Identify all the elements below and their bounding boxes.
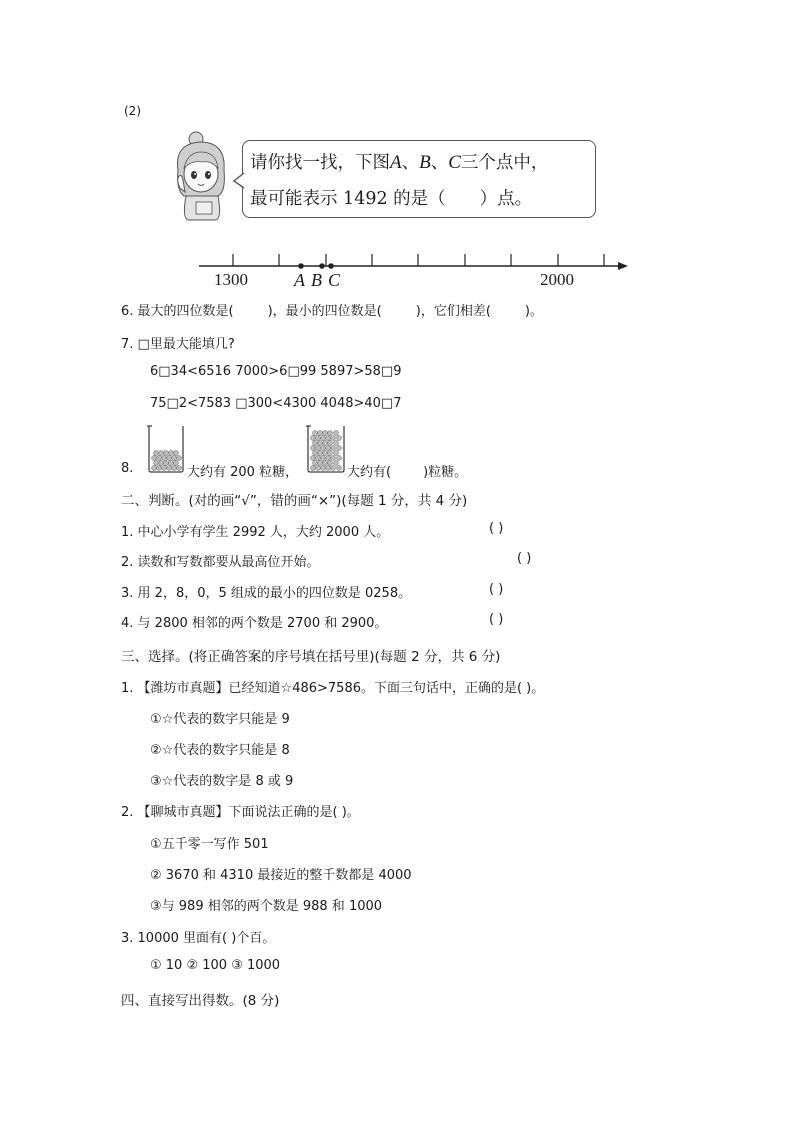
judge-item-2-answer: ( ) (517, 551, 532, 566)
bubble-line-1: 请你找一找，下图A、B、C三个点中， (250, 152, 549, 173)
start-label: 1300 (214, 270, 248, 289)
judge-item-4-answer: ( ) (489, 612, 504, 627)
choice-q2-option-3: ③与 989 相邻的两个数是 988 和 1000 (150, 899, 383, 914)
candy-jar-small-icon (146, 424, 186, 474)
point-c-label: C (448, 152, 461, 173)
question-8-number: 8. (121, 461, 134, 476)
bubble-line-2: 最可能表示 1492 的是（ ）点。 (250, 189, 533, 209)
choice-q3-stem: 3. 10000 里面有( )个百。 (121, 931, 276, 946)
question-8-part-b: 大约有( )粒糖。 (347, 465, 468, 480)
choice-q1-stem: 1. 【潍坊市真题】已经知道☆486>7586。下面三句话中，正确的是( )。 (121, 681, 545, 696)
speech-bubble (242, 140, 596, 218)
section-2-title: 二、判断。(对的画“√”，错的画“×”)(每题 1 分，共 4 分) (121, 493, 468, 509)
point-a-dot (298, 263, 304, 269)
question-7-title: 7. □里最大能填几? (121, 337, 235, 352)
point-b-label: B (419, 152, 431, 173)
choice-q1-option-3: ③☆代表的数字是 8 或 9 (150, 774, 294, 789)
choice-q1-option-1: ①☆代表的数字只能是 9 (150, 712, 290, 727)
end-label: 2000 (540, 270, 574, 289)
point-c-dot (328, 263, 334, 269)
judge-item-1-answer: ( ) (489, 521, 504, 536)
arrow-icon (618, 262, 628, 270)
question-7-row-2: 75□2<7583 □300<4300 4048>40□7 (150, 396, 402, 411)
point-b-dot (319, 263, 325, 269)
point-c-axis-label: C (328, 270, 341, 290)
bubble-tail-icon (233, 172, 245, 190)
point-a-axis-label: A (294, 270, 305, 290)
question-7-row-1: 6□34<6516 7000>6□99 5897>58□9 (150, 364, 402, 379)
candy-jar-large-icon (305, 424, 347, 474)
judge-item-3: 3. 用 2，8，0，5 组成的最小的四位数是 0258。 (121, 586, 412, 601)
choice-q3-options: ① 10 ② 100 ③ 1000 (150, 958, 281, 973)
girl-illustration-icon (170, 130, 242, 222)
section-4-title: 四、直接写出得数。(8 分) (121, 993, 280, 1009)
choice-q2-option-1: ①五千零一写作 501 (150, 837, 269, 852)
judge-item-2: 2. 读数和写数都要从最高位开始。 (121, 555, 320, 570)
section-3-title: 三、选择。(将正确答案的序号填在括号里)(每题 2 分，共 6 分) (121, 649, 501, 665)
judge-item-3-answer: ( ) (489, 582, 504, 597)
point-a-label: A (390, 152, 402, 173)
question-8-part-a: 大约有 200 粒糖， (187, 465, 299, 480)
choice-q1-option-2: ②☆代表的数字只能是 8 (150, 743, 290, 758)
judge-item-1: 1. 中心小学有学生 2992 人，大约 2000 人。 (121, 525, 390, 540)
choice-q2-option-2: ② 3670 和 4310 最接近的整千数都是 4000 (150, 868, 412, 883)
sub-question-label: (2) (124, 104, 141, 118)
question-6: 6. 最大的四位数是( )，最小的四位数是( )，它们相差( )。 (121, 304, 543, 319)
choice-q2-stem: 2. 【聊城市真题】下面说法正确的是( )。 (121, 805, 360, 820)
point-b-axis-label: B (311, 270, 322, 290)
judge-item-4: 4. 与 2800 相邻的两个数是 2700 和 2900。 (121, 616, 388, 631)
